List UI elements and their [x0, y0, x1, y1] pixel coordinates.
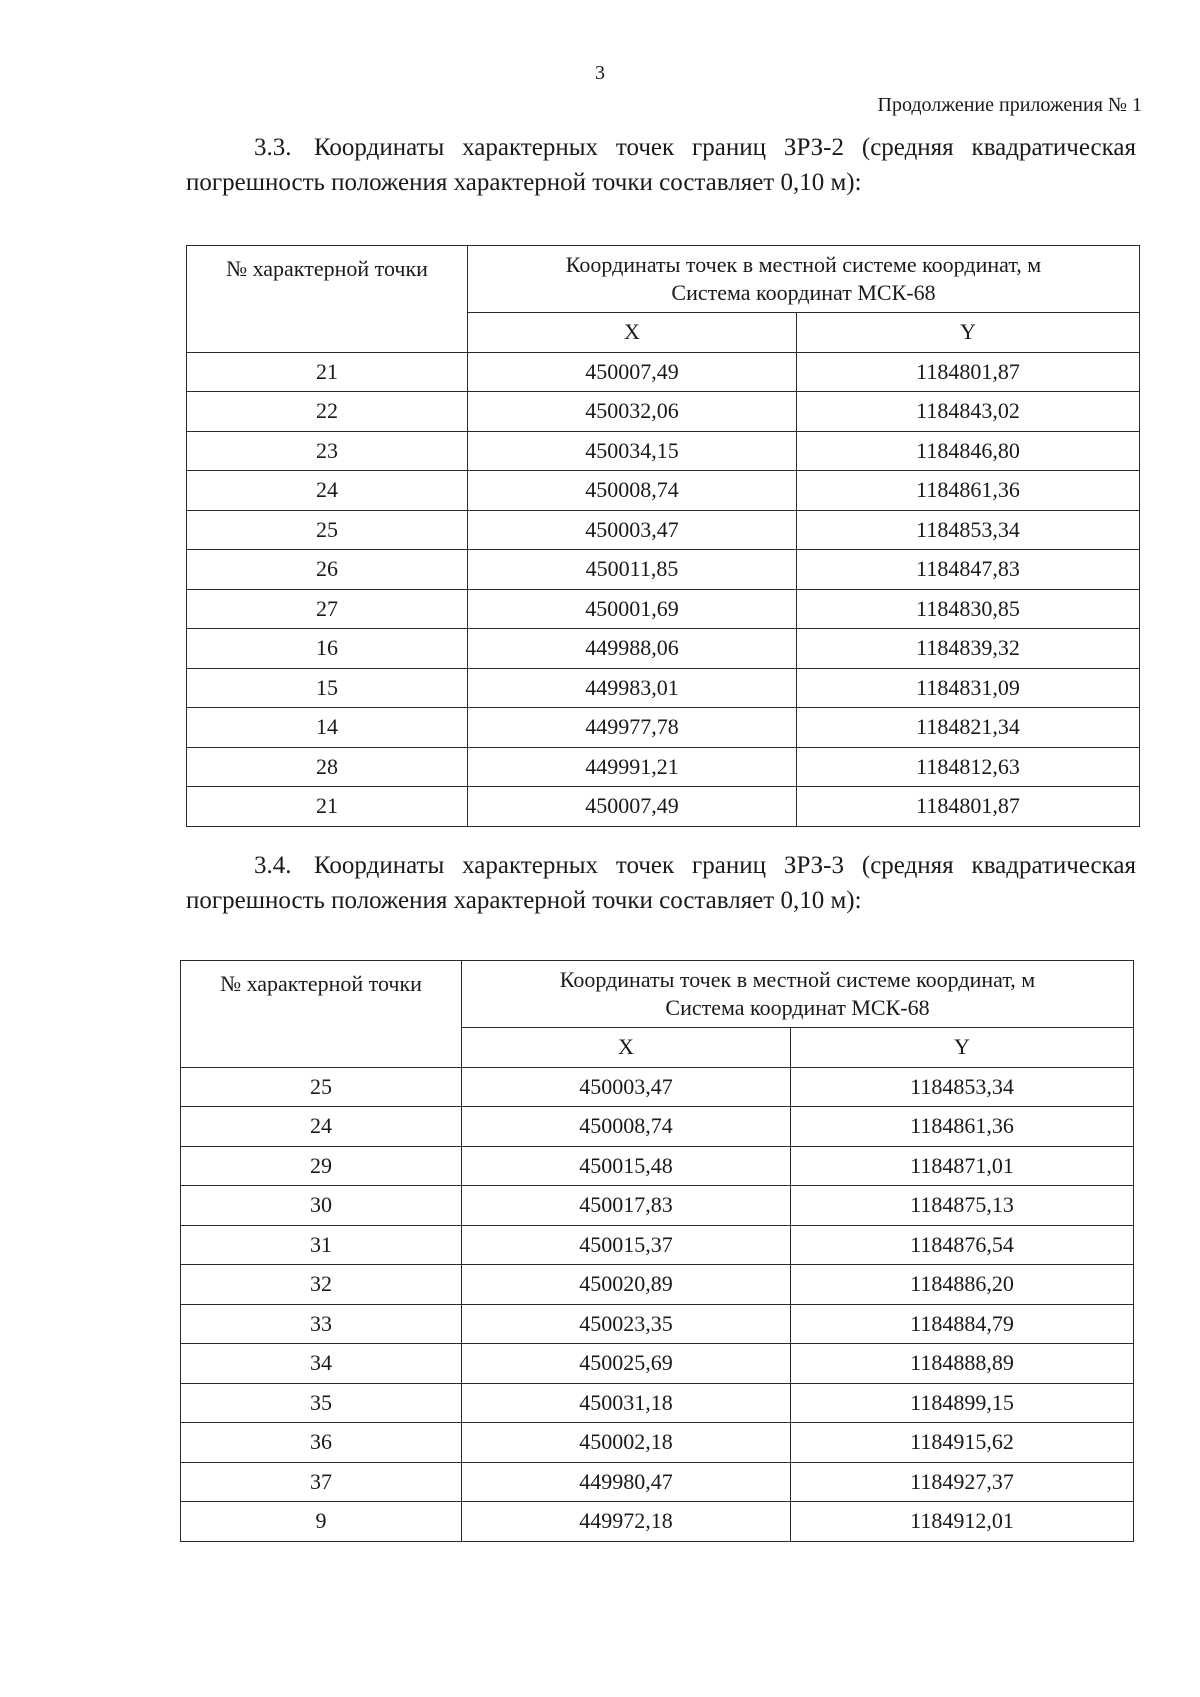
header-coordinates — [462, 961, 1134, 1028]
table-row — [187, 589, 1140, 629]
section-3-4 — [186, 848, 1136, 918]
table-row — [187, 392, 1140, 432]
point-number-cell: 15 — [187, 668, 468, 708]
table-row — [181, 1265, 1134, 1305]
y-coordinate-cell: 1184915,62 — [791, 1423, 1134, 1463]
x-coordinate-cell: 449991,21 — [468, 747, 797, 787]
point-number-cell: 22 — [187, 392, 468, 432]
x-coordinate-cell: 450003,47 — [468, 510, 797, 550]
point-number-cell: 24 — [187, 471, 468, 511]
header-y: Y — [797, 313, 1140, 353]
point-number-cell: 25 — [181, 1067, 462, 1107]
x-coordinate-cell: 449980,47 — [462, 1462, 791, 1502]
y-coordinate-cell: 1184927,37 — [791, 1462, 1134, 1502]
x-coordinate-cell: 450031,18 — [462, 1383, 791, 1423]
y-coordinate-cell: 1184871,01 — [791, 1146, 1134, 1186]
header-coordinates-line1: Координаты точек в местной системе координат, м — [559, 967, 1036, 992]
table-row — [187, 629, 1140, 669]
x-coordinate-cell: 450001,69 — [468, 589, 797, 629]
y-coordinate-cell: 1184861,36 — [797, 471, 1140, 511]
header-point-number: № характерной точки — [181, 961, 462, 1068]
table-row — [187, 471, 1140, 511]
point-number-cell: 21 — [187, 787, 468, 827]
section-number: 3.3. — [254, 134, 292, 161]
point-number-cell: 14 — [187, 708, 468, 748]
y-coordinate-cell: 1184812,63 — [797, 747, 1140, 787]
table-row — [187, 431, 1140, 471]
point-number-cell: 35 — [181, 1383, 462, 1423]
header-coordinates-line1: Координаты точек в местной системе координат, м — [565, 252, 1042, 277]
x-coordinate-cell: 450003,47 — [462, 1067, 791, 1107]
point-number-cell: 28 — [187, 747, 468, 787]
x-coordinate-cell: 450015,48 — [462, 1146, 791, 1186]
table-row — [187, 668, 1140, 708]
x-coordinate-cell: 450008,74 — [462, 1107, 791, 1147]
header-coordinate-system: Система координат МСК-68 — [665, 995, 930, 1020]
point-number-cell: 32 — [181, 1265, 462, 1305]
table-row — [187, 747, 1140, 787]
table-row — [187, 550, 1140, 590]
section-3-3 — [186, 130, 1136, 200]
table-row — [187, 787, 1140, 827]
table-row — [181, 1344, 1134, 1384]
x-coordinate-cell: 450017,83 — [462, 1186, 791, 1226]
point-number-cell: 33 — [181, 1304, 462, 1344]
point-number-cell: 31 — [181, 1225, 462, 1265]
y-coordinate-cell: 1184839,32 — [797, 629, 1140, 669]
y-coordinate-cell: 1184830,85 — [797, 589, 1140, 629]
y-coordinate-cell: 1184831,09 — [797, 668, 1140, 708]
x-coordinate-cell: 449972,18 — [462, 1502, 791, 1542]
x-coordinate-cell: 450002,18 — [462, 1423, 791, 1463]
y-coordinate-cell: 1184853,34 — [797, 510, 1140, 550]
x-coordinate-cell: 450007,49 — [468, 787, 797, 827]
header-x: X — [468, 313, 797, 353]
table-row — [181, 1423, 1134, 1463]
table-row — [181, 1146, 1134, 1186]
section-text: Координаты характерных точек границ ЗРЗ-2 (средняя квадратическая погрешность положения характерной точки составляет 0,10 м): — [186, 134, 1136, 196]
y-coordinate-cell: 1184853,34 — [791, 1067, 1134, 1107]
point-number-cell: 34 — [181, 1344, 462, 1384]
y-coordinate-cell: 1184843,02 — [797, 392, 1140, 432]
y-coordinate-cell: 1184861,36 — [791, 1107, 1134, 1147]
x-coordinate-cell: 450025,69 — [462, 1344, 791, 1384]
section-paragraph — [186, 848, 1136, 918]
point-number-cell: 9 — [181, 1502, 462, 1542]
x-coordinate-cell: 450007,49 — [468, 352, 797, 392]
point-number-cell: 26 — [187, 550, 468, 590]
x-coordinate-cell: 450023,35 — [462, 1304, 791, 1344]
table-row — [181, 1502, 1134, 1542]
appendix-note: Продолжение приложения № 1 — [877, 94, 1142, 116]
y-coordinate-cell: 1184886,20 — [791, 1265, 1134, 1305]
table-row — [181, 1186, 1134, 1226]
y-coordinate-cell: 1184821,34 — [797, 708, 1140, 748]
table-row — [181, 1225, 1134, 1265]
point-number-cell: 25 — [187, 510, 468, 550]
coordinates-table-zrz-2 — [186, 245, 1140, 827]
x-coordinate-cell: 450011,85 — [468, 550, 797, 590]
x-coordinate-cell: 449977,78 — [468, 708, 797, 748]
header-y: Y — [791, 1028, 1134, 1068]
point-number-cell: 21 — [187, 352, 468, 392]
point-number-cell: 16 — [187, 629, 468, 669]
coordinates-table-zrz-3 — [180, 960, 1134, 1542]
point-number-cell: 37 — [181, 1462, 462, 1502]
section-paragraph — [186, 130, 1136, 200]
y-coordinate-cell: 1184801,87 — [797, 787, 1140, 827]
y-coordinate-cell: 1184846,80 — [797, 431, 1140, 471]
point-number-cell: 27 — [187, 589, 468, 629]
point-number-cell: 23 — [187, 431, 468, 471]
x-coordinate-cell: 449988,06 — [468, 629, 797, 669]
y-coordinate-cell: 1184876,54 — [791, 1225, 1134, 1265]
y-coordinate-cell: 1184801,87 — [797, 352, 1140, 392]
point-number-cell: 30 — [181, 1186, 462, 1226]
point-number-cell: 29 — [181, 1146, 462, 1186]
y-coordinate-cell: 1184912,01 — [791, 1502, 1134, 1542]
header-x: X — [462, 1028, 791, 1068]
table-row — [181, 1304, 1134, 1344]
y-coordinate-cell: 1184888,89 — [791, 1344, 1134, 1384]
page-number: 3 — [595, 62, 605, 84]
header-coordinates — [468, 246, 1140, 313]
x-coordinate-cell: 450032,06 — [468, 392, 797, 432]
y-coordinate-cell: 1184847,83 — [797, 550, 1140, 590]
table-row — [181, 1462, 1134, 1502]
section-text: Координаты характерных точек границ ЗРЗ-3 (средняя квадратическая погрешность положения характерной точки составляет 0,10 м): — [186, 852, 1136, 914]
table-row — [187, 708, 1140, 748]
table-row — [181, 1067, 1134, 1107]
x-coordinate-cell: 449983,01 — [468, 668, 797, 708]
header-coordinate-system: Система координат МСК-68 — [671, 280, 936, 305]
x-coordinate-cell: 450015,37 — [462, 1225, 791, 1265]
point-number-cell: 24 — [181, 1107, 462, 1147]
x-coordinate-cell: 450034,15 — [468, 431, 797, 471]
x-coordinate-cell: 450020,89 — [462, 1265, 791, 1305]
y-coordinate-cell: 1184884,79 — [791, 1304, 1134, 1344]
y-coordinate-cell: 1184899,15 — [791, 1383, 1134, 1423]
table-row — [181, 1107, 1134, 1147]
header-point-number: № характерной точки — [187, 246, 468, 353]
y-coordinate-cell: 1184875,13 — [791, 1186, 1134, 1226]
table-row — [181, 1383, 1134, 1423]
table-row — [187, 510, 1140, 550]
point-number-cell: 36 — [181, 1423, 462, 1463]
table-row — [187, 352, 1140, 392]
section-number: 3.4. — [254, 852, 292, 879]
x-coordinate-cell: 450008,74 — [468, 471, 797, 511]
